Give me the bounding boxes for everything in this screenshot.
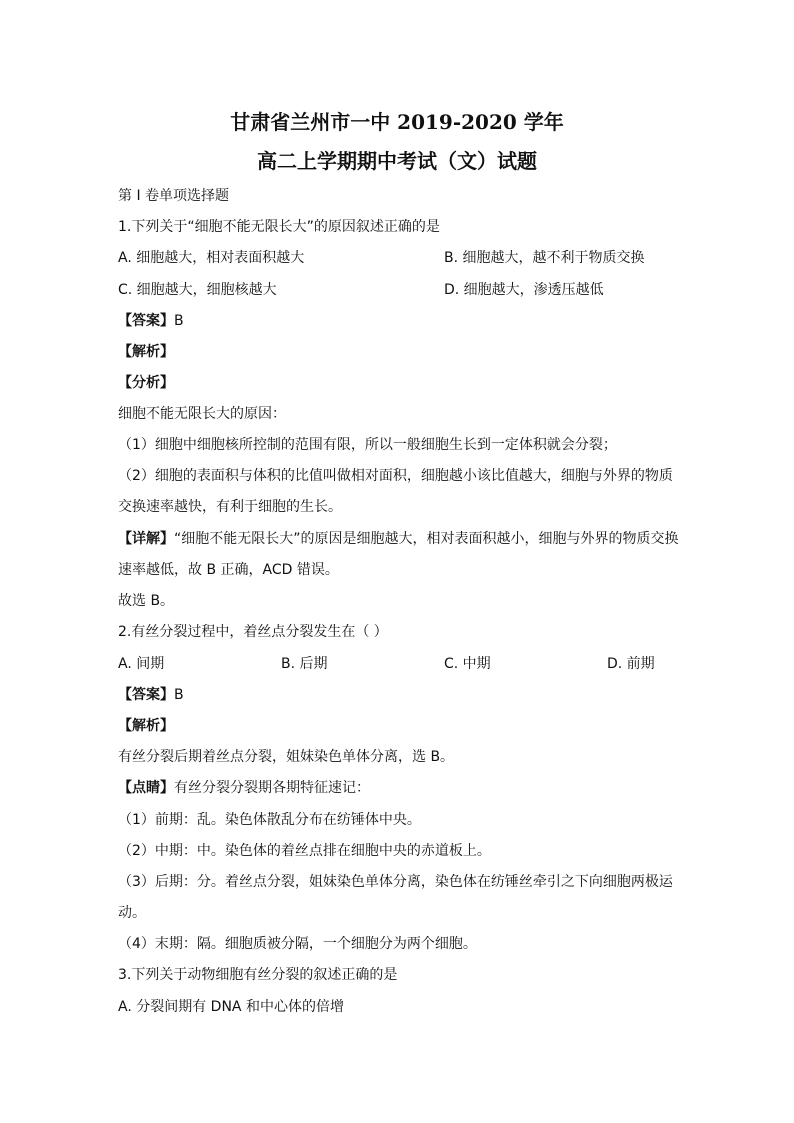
doc-title-line2: 高二上学期期中考试（文）试题 [257,149,537,173]
q2-phase-3a: （3）后期：分。着丝点分裂，姐妹染色单体分离，染色体在纺锤丝牵引之下向细胞两极运 [118,874,673,890]
q3-stem: 3.下列关于动物细胞有丝分裂的叙述正确的是 [118,967,398,983]
q1-analysis-tag: 【解析】 [118,344,174,360]
dianjing-text: 有丝分裂分裂期各期特征速记： [174,780,370,796]
detail-tag: 【详解】 [118,531,174,547]
q2-phase-1: （1）前期：乱。染色体散乱分布在纺锤体中央。 [118,812,421,828]
q1-option-a: A. 细胞越大，相对表面积越大 [118,250,305,266]
q1-reason-title: 细胞不能无限长大的原因： [118,406,286,422]
q2-phase-3b: 动。 [118,905,146,921]
q1-reason-1: （1）细胞中细胞核所控制的范围有限，所以一般细胞生长到一定体积就会分裂； [118,437,617,453]
q1-detail [118,529,679,549]
doc-title-line1: 甘肃省兰州市一中 2019-2020 学年 [230,110,564,134]
q2-dianjing [118,778,370,798]
answer-value: B [174,313,184,329]
q2-analysis: 有丝分裂后期着丝点分裂，姐妹染色单体分离，选 B。 [118,749,455,765]
q1-option-d: D. 细胞越大，渗透压越低 [444,282,604,298]
q1-choose: 故选 B。 [118,593,175,609]
detail-text: “细胞不能无限长大”的原因是细胞越大，相对表面积越小，细胞与外界的物质交换 [174,531,679,547]
q2-option-d: D. 前期 [607,656,655,672]
q2-answer [118,685,184,705]
q2-option-b: B. 后期 [281,656,328,672]
q2-stem: 2.有丝分裂过程中，着丝点分裂发生在（ ） [118,624,388,640]
q1-option-c: C. 细胞越大，细胞核越大 [118,282,277,298]
q2-phase-4: （4）末期：隔。细胞质被分隔，一个细胞分为两个细胞。 [118,936,477,952]
q1-stem: 1.下列关于“细胞不能无限长大”的原因叙述正确的是 [118,219,440,235]
q3-option-a: A. 分裂间期有 DNA 和中心体的倍增 [118,999,344,1015]
dianjing-tag: 【点睛】 [118,780,174,796]
q1-fenxi-tag: 【分析】 [118,375,174,391]
q2-analysis-tag: 【解析】 [118,718,174,734]
section-heading: 第 I 卷单项选择题 [118,188,230,204]
q1-reason-2a: （2）细胞的表面积与体积的比值叫做相对面积，细胞越小该比值越大，细胞与外界的物质 [118,468,673,484]
q1-answer [118,311,184,331]
q1-reason-2b: 交换速率越快，有利于细胞的生长。 [118,499,342,515]
q2-option-c: C. 中期 [444,656,491,672]
answer-tag: 【答案】 [118,313,174,329]
q1-detail-cont: 速率越低，故 B 正确，ACD 错误。 [118,562,339,578]
answer-value: B [174,687,184,703]
q2-option-a: A. 间期 [118,656,165,672]
q1-option-b: B. 细胞越大，越不利于物质交换 [444,250,645,266]
answer-tag: 【答案】 [118,687,174,703]
q2-phase-2: （2）中期：中。染色体的着丝点排在细胞中央的赤道板上。 [118,843,491,859]
